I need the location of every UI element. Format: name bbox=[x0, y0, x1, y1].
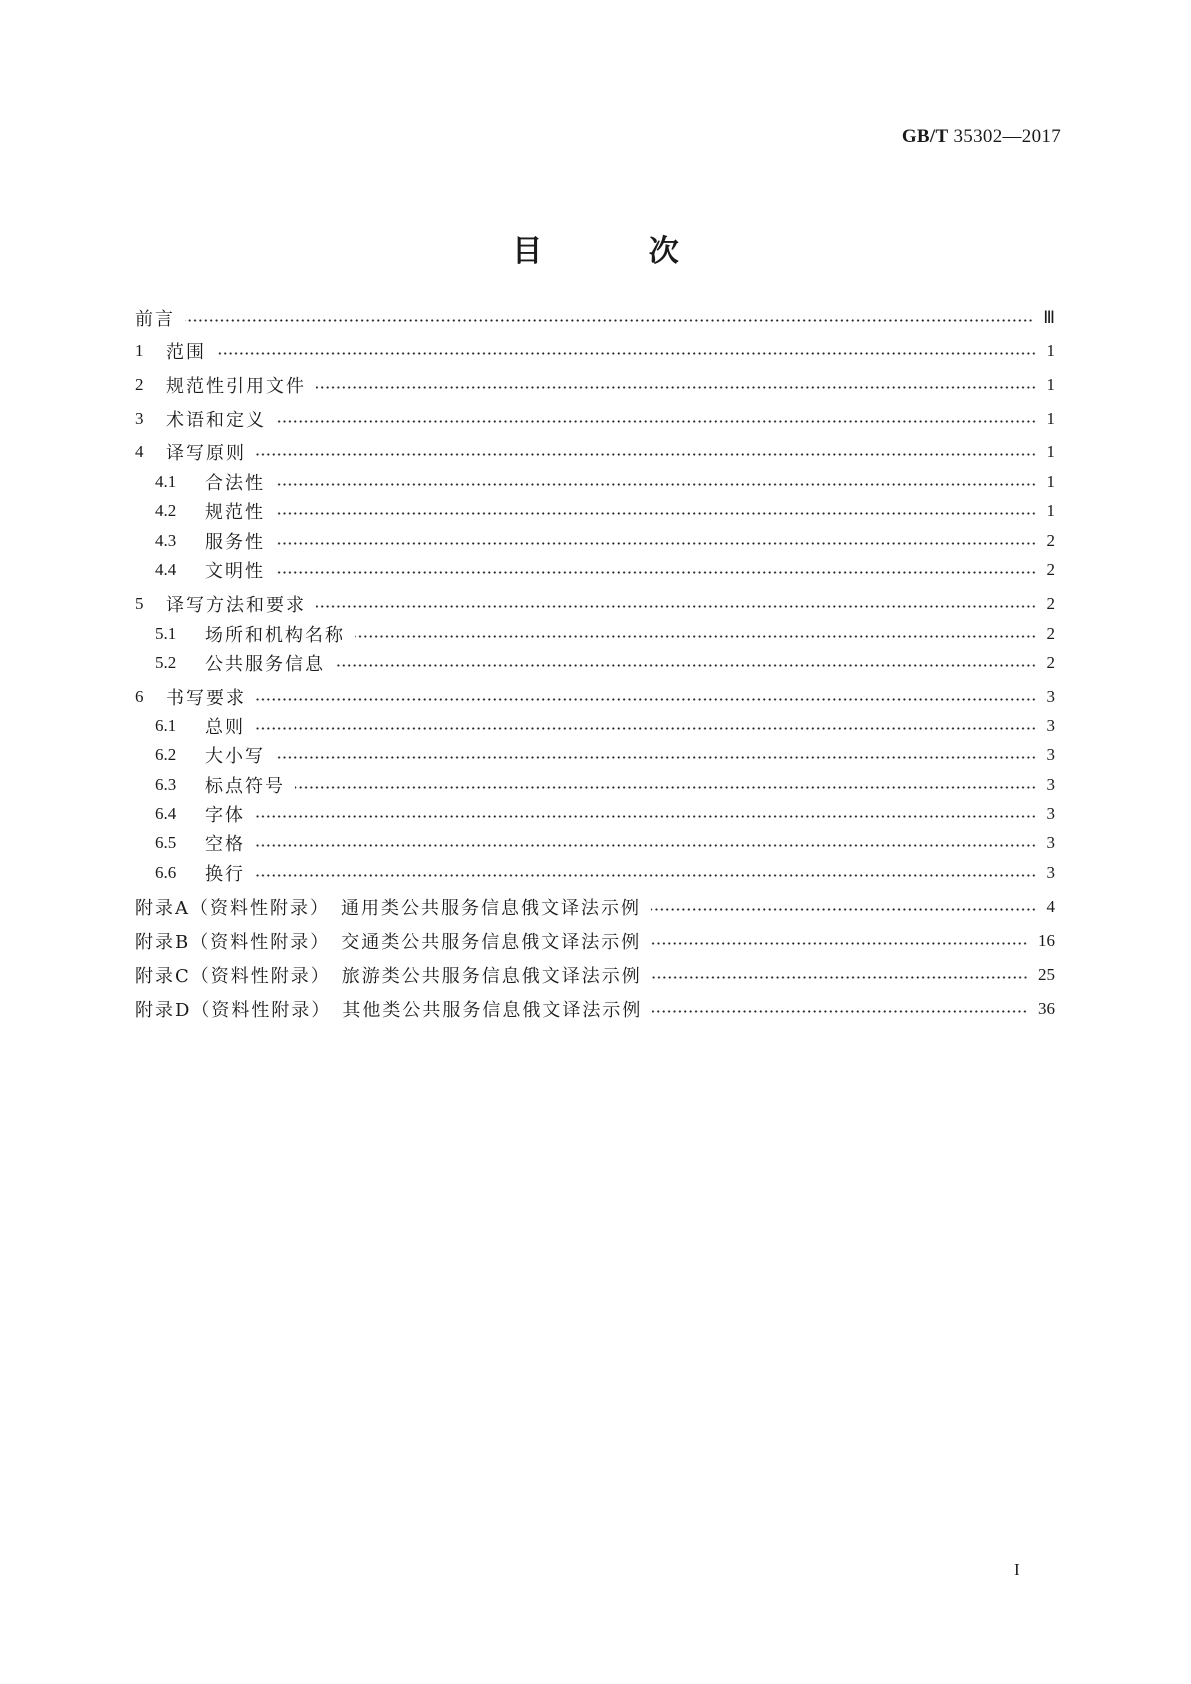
toc-entry[interactable] bbox=[155, 772, 1055, 798]
toc-dot-leader bbox=[275, 512, 1037, 515]
toc-dot-leader bbox=[255, 874, 1037, 877]
toc-dot-leader bbox=[355, 635, 1037, 638]
toc-entry[interactable] bbox=[155, 650, 1055, 676]
toc-entry-number: 1 bbox=[135, 341, 144, 360]
toc-entry-number: 4.3 bbox=[155, 531, 177, 550]
toc-dot-leader bbox=[216, 352, 1037, 355]
standard-prefix: GB/T bbox=[901, 126, 949, 147]
toc-dot-leader bbox=[335, 664, 1037, 667]
toc-entry[interactable] bbox=[135, 962, 1055, 988]
toc-entry-page: 2 bbox=[1046, 653, 1055, 672]
toc-entry-page: 25 bbox=[1038, 965, 1055, 984]
toc-entry-label: 规范性引用文件 bbox=[166, 376, 306, 397]
standard-code bbox=[902, 126, 1061, 148]
toc-entry-number: 6.5 bbox=[155, 833, 177, 852]
toc-dot-leader bbox=[651, 908, 1037, 911]
toc-entry-label: 空格 bbox=[205, 834, 245, 855]
toc-dot-leader bbox=[276, 420, 1037, 423]
toc-entry-page: 16 bbox=[1038, 931, 1055, 950]
standard-number: 35302—2017 bbox=[953, 126, 1061, 147]
toc-entry-number: 4.4 bbox=[155, 560, 177, 579]
toc-entry-label: 总则 bbox=[205, 717, 245, 738]
toc-dot-leader bbox=[255, 844, 1037, 847]
toc-entry-page: 1 bbox=[1046, 442, 1055, 461]
toc-dot-leader bbox=[255, 727, 1037, 730]
toc-entry-label: 附录B（资料性附录） 交通类公共服务信息俄文译法示例 bbox=[135, 932, 642, 953]
toc-entry-label: 范围 bbox=[166, 342, 206, 363]
toc-entry[interactable] bbox=[155, 557, 1055, 583]
toc-entry[interactable] bbox=[155, 713, 1055, 739]
toc-entry-label: 标点符号 bbox=[205, 776, 285, 797]
toc-entry-page: 1 bbox=[1046, 341, 1055, 360]
toc-entry[interactable] bbox=[155, 801, 1055, 827]
toc-entry-label: 场所和机构名称 bbox=[205, 625, 345, 646]
toc-entry-label: 规范性 bbox=[205, 502, 265, 523]
toc-dot-leader bbox=[316, 605, 1037, 608]
toc-entry-page: Ⅲ bbox=[1043, 308, 1055, 327]
toc-entry-page: 1 bbox=[1046, 472, 1055, 491]
toc-entry-label: 合法性 bbox=[205, 473, 265, 494]
toc-dot-leader bbox=[185, 319, 1033, 322]
toc-entry[interactable] bbox=[155, 860, 1055, 886]
toc-entry-page: 36 bbox=[1038, 999, 1055, 1018]
toc-entry-label: 译写方法和要求 bbox=[166, 595, 306, 616]
toc-entry-page: 2 bbox=[1046, 594, 1055, 613]
toc-entry[interactable] bbox=[135, 684, 1055, 710]
toc-dot-leader bbox=[256, 698, 1037, 701]
toc-entry-label: 大小写 bbox=[205, 746, 265, 767]
toc-entry[interactable] bbox=[155, 498, 1055, 524]
toc-dot-leader bbox=[651, 942, 1028, 945]
toc-entry-number: 4.2 bbox=[155, 501, 177, 520]
toc-dot-leader bbox=[275, 542, 1037, 545]
toc-dot-leader bbox=[316, 386, 1037, 389]
toc-entry[interactable] bbox=[135, 305, 1055, 331]
toc-entry[interactable] bbox=[155, 830, 1055, 856]
toc-dot-leader bbox=[652, 976, 1028, 979]
toc-dot-leader bbox=[275, 756, 1037, 759]
toc-entry-number: 6.2 bbox=[155, 745, 177, 764]
toc-entry-page: 1 bbox=[1046, 409, 1055, 428]
toc-entry-page: 3 bbox=[1046, 833, 1055, 852]
toc-entry-number: 3 bbox=[135, 409, 144, 428]
toc-entry-number: 5.1 bbox=[155, 624, 177, 643]
toc-entry-page: 1 bbox=[1046, 501, 1055, 520]
toc-entry-label: 附录D（资料性附录） 其他类公共服务信息俄文译法示例 bbox=[135, 1000, 643, 1021]
toc-entry-page: 4 bbox=[1046, 897, 1055, 916]
toc-entry-page: 1 bbox=[1046, 375, 1055, 394]
toc-entry-number: 5 bbox=[135, 594, 144, 613]
toc-entry[interactable] bbox=[135, 591, 1055, 617]
toc-entry-number: 6.6 bbox=[155, 863, 177, 882]
toc-entry-page: 3 bbox=[1046, 687, 1055, 706]
toc-entry-label: 附录A（资料性附录） 通用类公共服务信息俄文译法示例 bbox=[135, 898, 641, 919]
toc-entry-page: 2 bbox=[1046, 531, 1055, 550]
toc-entry[interactable] bbox=[135, 928, 1055, 954]
toc-entry-label: 译写原则 bbox=[166, 443, 246, 464]
toc-dot-leader bbox=[256, 453, 1037, 456]
toc-dot-leader bbox=[275, 571, 1037, 574]
toc-entry-number: 4.1 bbox=[155, 472, 177, 491]
toc-entry-number: 2 bbox=[135, 375, 144, 394]
toc-entry[interactable] bbox=[135, 996, 1055, 1022]
toc-entry[interactable] bbox=[135, 894, 1055, 920]
toc-entry-number: 6.1 bbox=[155, 716, 177, 735]
toc-entry-label: 换行 bbox=[205, 864, 245, 885]
toc-entry-number: 5.2 bbox=[155, 653, 177, 672]
toc-entry[interactable] bbox=[135, 338, 1055, 364]
toc-entry-page: 2 bbox=[1046, 560, 1055, 579]
toc-entry-number: 6.4 bbox=[155, 804, 177, 823]
toc-title: 目 次 bbox=[512, 234, 727, 269]
toc-entry-label: 术语和定义 bbox=[166, 410, 266, 431]
toc-entry-page: 3 bbox=[1046, 804, 1055, 823]
toc-entry-page: 2 bbox=[1046, 624, 1055, 643]
toc-dot-leader bbox=[652, 1010, 1028, 1013]
toc-entry-label: 公共服务信息 bbox=[205, 654, 325, 675]
toc-entry-page: 3 bbox=[1046, 863, 1055, 882]
toc-entry[interactable] bbox=[155, 621, 1055, 647]
toc-entry-number: 4 bbox=[135, 442, 144, 461]
toc-entry-label: 附录C（资料性附录） 旅游类公共服务信息俄文译法示例 bbox=[135, 966, 642, 987]
toc-entry-label: 服务性 bbox=[205, 532, 265, 553]
toc-dot-leader bbox=[295, 786, 1037, 789]
toc-entry-label: 字体 bbox=[205, 805, 245, 826]
toc-entry-label: 书写要求 bbox=[166, 688, 246, 709]
toc-entry[interactable] bbox=[155, 742, 1055, 768]
toc-entry[interactable] bbox=[135, 439, 1055, 465]
toc-entry[interactable] bbox=[155, 469, 1055, 495]
toc-dot-leader bbox=[275, 483, 1037, 486]
toc-entry-number: 6 bbox=[135, 687, 144, 706]
toc-entry-number: 6.3 bbox=[155, 775, 177, 794]
toc-dot-leader bbox=[255, 815, 1037, 818]
footer-page-number: I bbox=[1014, 1560, 1020, 1579]
toc-entry[interactable] bbox=[135, 372, 1055, 398]
toc-entry-label: 前言 bbox=[135, 309, 175, 330]
toc-entry-page: 3 bbox=[1046, 716, 1055, 735]
toc-entry-label: 文明性 bbox=[205, 561, 265, 582]
toc-entry-page: 3 bbox=[1046, 745, 1055, 764]
toc-entry-page: 3 bbox=[1046, 775, 1055, 794]
toc-entry[interactable] bbox=[135, 406, 1055, 432]
toc-entry[interactable] bbox=[155, 528, 1055, 554]
